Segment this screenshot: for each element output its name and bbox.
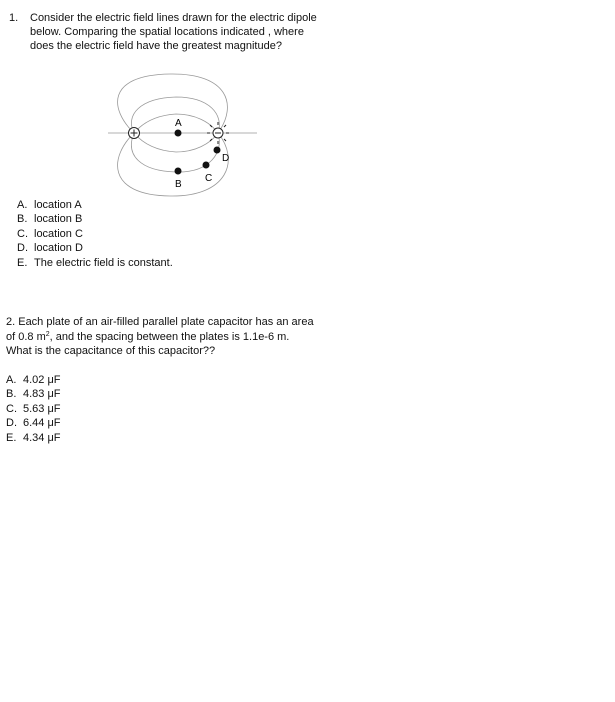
option-key: B. [17,213,28,225]
q1-text-line: Consider the electric field lines drawn for the electric dipole [30,12,317,24]
q2-text-line: 2. Each plate of an air-filled parallel plate capacitor has an area [6,316,314,328]
q2-option-a[interactable] [6,373,61,387]
q2-text-line [6,330,289,344]
q2-option-e[interactable] [6,431,61,445]
point-b [175,168,182,175]
option-text: location A [34,199,82,211]
option-text: location D [34,242,83,254]
q2-option-d[interactable] [6,416,61,430]
superscript: 2 [45,331,50,338]
q1-option-d[interactable] [17,241,83,255]
q2-option-c[interactable] [6,402,61,416]
option-key: E. [6,432,17,444]
option-text: 4.83 μF [23,388,61,400]
option-key: D. [17,242,28,254]
option-text: 6.44 μF [23,417,61,429]
field-line [118,74,228,133]
q2-text: , and the spacing between the plates is 1.1e-6 m. [49,331,290,343]
option-key: D. [6,417,17,429]
option-key: A. [17,199,28,211]
positive-charge-icon [129,128,140,139]
option-key: B. [6,388,17,400]
option-key: E. [17,257,28,269]
option-text: 4.02 μF [23,374,61,386]
option-text: location C [34,228,83,240]
q1-option-e[interactable] [17,256,173,270]
point-d [214,147,221,154]
label-d: D [222,153,230,164]
q1-option-c[interactable] [17,227,83,241]
point-c [203,162,210,169]
option-key: A. [6,374,17,386]
q1-number: 1. [9,12,19,24]
label-a: A [175,118,182,129]
q2-option-b[interactable] [6,387,61,401]
option-key: C. [6,403,17,415]
dipole-field-diagram [100,70,270,200]
q1-text-line: below. Comparing the spatial locations indicated , where [30,26,304,38]
q1-text-line: does the electric field have the greatest magnitude? [30,40,282,52]
q1-option-a[interactable] [17,198,82,212]
option-text: 5.63 μF [23,403,61,415]
q1-option-b[interactable] [17,212,82,226]
option-text: 4.34 μF [23,432,61,444]
label-b: B [175,179,182,190]
q2-text: of 0.8 m [6,331,46,343]
option-text: The electric field is constant. [34,257,173,269]
option-key: C. [17,228,28,240]
label-c: C [205,173,213,184]
option-text: location B [34,213,83,225]
field-line [118,133,229,196]
point-a [175,130,182,137]
q2-text-line: What is the capacitance of this capacitor?? [6,345,216,357]
